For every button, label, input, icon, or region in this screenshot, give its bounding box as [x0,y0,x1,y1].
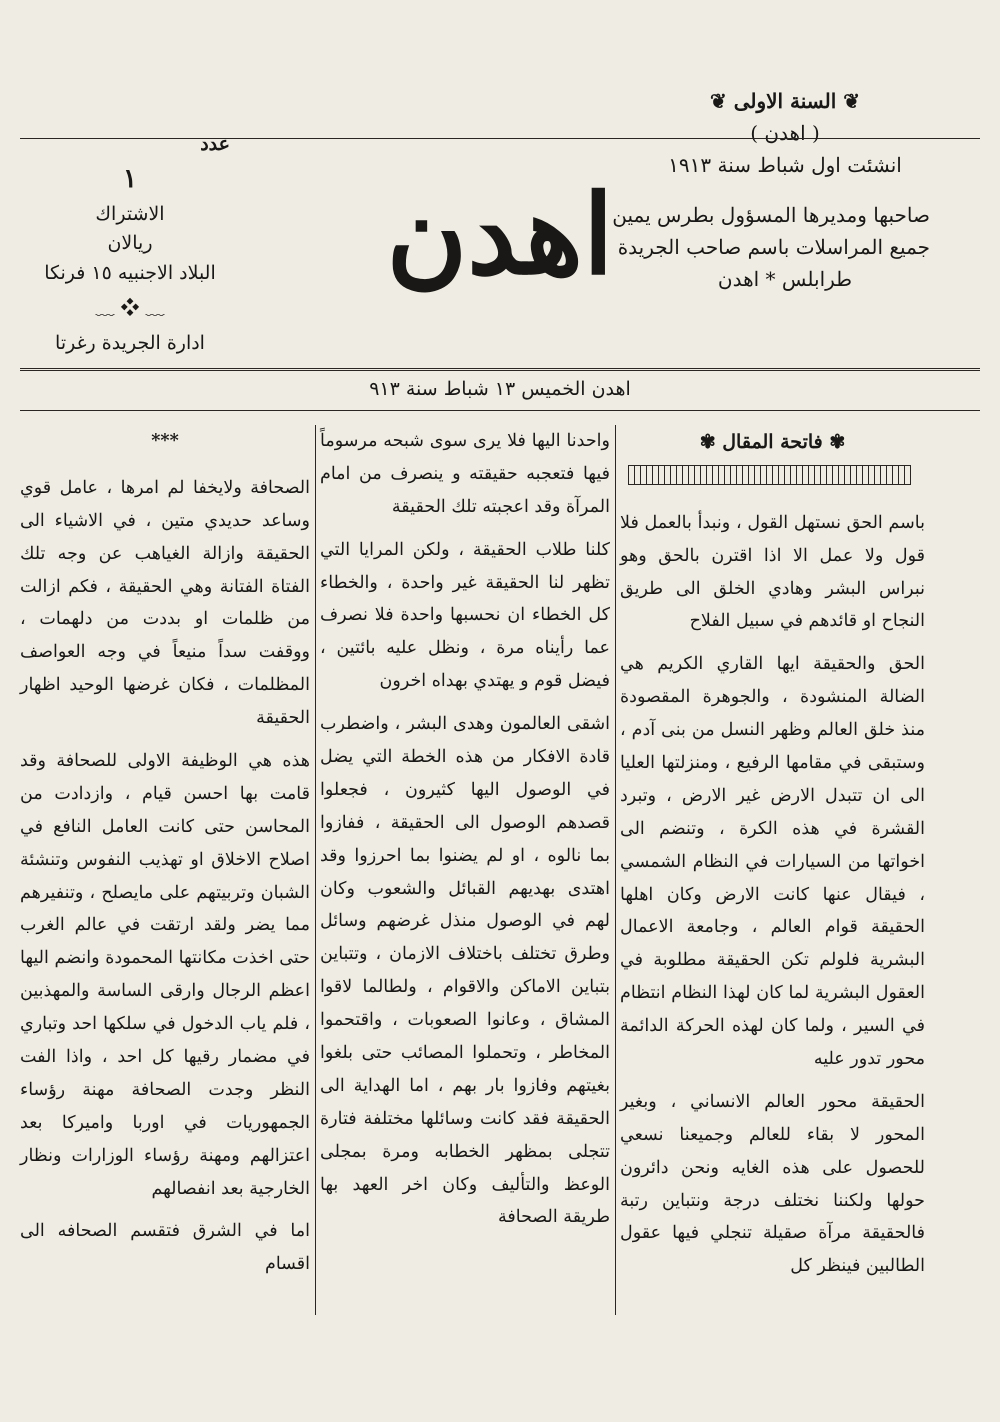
column-right [620,425,925,1293]
owner-line: صاحبها ومديرها المسؤول بطرس يمين [612,203,930,227]
header-left [30,130,230,359]
ornament-icon: ✾ [699,431,716,453]
paragraph: الحقيقة محور العالم الانساني ، وبغير المحور لا بقاء للعالم وجميعنا نسعي للحصول على هذه الغايه ونحن دائرون حولها ولكننا نختلف درجة ونتباين رتبة فالحقيقة مرآة صقيلة تنجلي فيها عقول الطالبين فينظر كل [620,1091,925,1277]
decorative-border [628,465,911,485]
paragraph: اشقى العالمون وهدى البشر ، واضطرب قادة الافكار من هذه الخطة التي يضل في الوصول اليها كثيرون ، فجعلوا قصدهم الوصول الى الحقيقة ، ففازوا بما نالوه ، او لم يضنوا بما احرزوا وقد اهتدى بهديهم القبائل والشعوب وكان لهم في الوصول منذل غرضهم وسائل وطرق تختلف باختلاف الازمان ، وتتباين بتباين الاماكن والاقوام ، ولطالما لاقوا المشاق ، وعانوا الصعوبات ، واقتحموا المخاطر ، وتحملوا المصائب حتى بلغوا بغيتهم وفازوا بار بهم ، اما الهداية الى الحقيقة فقد كانت وسائلها مختلفة فتارة تتجلى بمظهر الخطابه ومرة بمجلى الوعظ والتأليف وكان اخر العهد بها طريقة الصحافة [320,714,610,1228]
column-left [20,425,310,1291]
column-divider-right [615,425,616,1315]
header-top-rule [20,138,980,139]
administration-line: ادارة الجريدة رغرتا [55,332,205,355]
paragraph: اما في الشرق فتقسم الصحافه الى اقسام [20,1221,310,1275]
year-label: ❦ السنة الاولى ❦ [640,85,930,117]
paragraph: الحق والحقيقة ايها القاري الكريم هي الضالة المنشودة ، والجوهرة المقصودة منذ خلق العالم وظهر النسل من بنى آدم ، وستبقى في مقامها الرفيع ، ومنزلتها العليا الى ان تتبدل الارض غير الارض ، وتبرد القشرة في هذه الكرة ، وتنضم الى اخواتها من السيارات في النظام الشمسي ، فيقال عنها كانت الارض وكان اهلها الحقيقة قوام العالم ، وجامعة الاعمال البشرية فلولم تكن الحقيقة مطلوبة في العقول البشرية لما كان لهذا النظام انتظام في السير ، ولما كان لهذه الحركة الدائمة محور تدور عليه [620,654,925,1069]
ornament-icon: ❦ [709,89,727,113]
column-divider-left [315,425,316,1315]
paragraph: الصحافة ولايخفا لم امرها ، عامل قوي وساعد حديدي متين ، في الاشياء الى الحقيقة وازالة الغياهب عن وجه تلك الفتاة الفتانة وهي الحقيقة ، فكم ازالت من ظلمات او بددت من دلهمات ، ووقفت سداً منيعاً في وجه العواصف المظلمات ، فكان غرضها الوحيد اظهار الحقيقة [20,477,310,729]
paper-name-small: ( اهدن ) [750,121,820,145]
article-heading: ✾ فاتحة المقال ✾ [620,425,925,461]
masthead-title: اهدن [386,170,614,299]
paragraph: واحدنا اليها فلا يرى سوى شبحه مرسوماً فيها فتعجبه حقيقته و ينصرف من امام المرآة وقد اعجبته تلك الحقيقة [320,431,610,517]
subscription-local: ريالان [107,232,153,255]
subscription-foreign: البلاد الاجنبيه ١٥ فرنكا [44,261,216,284]
address-line: طرابلس * اهدن [717,267,853,291]
paragraph: كلنا طلاب الحقيقة ، ولكن المرايا التي تظهر لنا الحقيقة غير واحدة ، والخطاء كل الخطاء ان نحسبها واحدة فلا نصرف عما رأيناه مرة ، ونظل عليه بائتين ، فيضل قوم و يهتدي بهداه اخرون [320,539,610,692]
paragraph: هذه هي الوظيفة الاولى للصحافة وقد قامت بها احسن قيام ، وازدادت من المحاسن حتى كانت العامل النافع في اصلاح الاخلاق او تهذيب النفوس وتنشئة الشبان وتربيتهم على مايصلح ، وتنفيرهم مما يضر ولقد ارتقت في عالم الغرب حتى اخذت مكانتها المحمودة وانضم اليها اعظم الرجال وارقى الساسة والمهذبين ، فلم ياب الدخول في سلكها احد وتباري في مضمار رقيها كل احد ، واذا الفت النظر وجدت الصحافة مهنة رؤساء الجمهوريات في اوربا واميركا بعد اعتزالهم ومهنة رؤساء الوزارات ونظار الخارجية بعد انفصالهم [20,751,310,1199]
paragraph: باسم الحق نستهل القول ، ونبدأ بالعمل فلا قول ولا عمل الا اذا اقترن بالحق وهو نبراس البشر وهادي الخلق الى طريق النجاح او قائدهم في سبيل الفلاح [620,512,925,632]
issue-number: ١ [123,164,137,195]
column-middle [320,425,610,1244]
dateline-rule [20,410,980,411]
founded-date: انشئت اول شباط سنة ١٩١٣ [668,153,902,177]
issue-label: عدد [200,133,230,155]
header-bottom-rule [20,368,980,371]
correspondence-line: جميع المراسلات باسم صاحب الجريدة [617,235,930,259]
ornament-icon: ❦ [843,89,861,113]
dateline: اهدن الخميس ١٣ شباط سنة ٩١٣ [369,378,631,400]
section-stars: *** [151,431,179,451]
divider-ornament-icon: ﹏ ❖ ﹏ [95,297,165,320]
ornament-icon: ✾ [829,431,846,453]
subscription-label: الاشتراك [95,202,165,225]
